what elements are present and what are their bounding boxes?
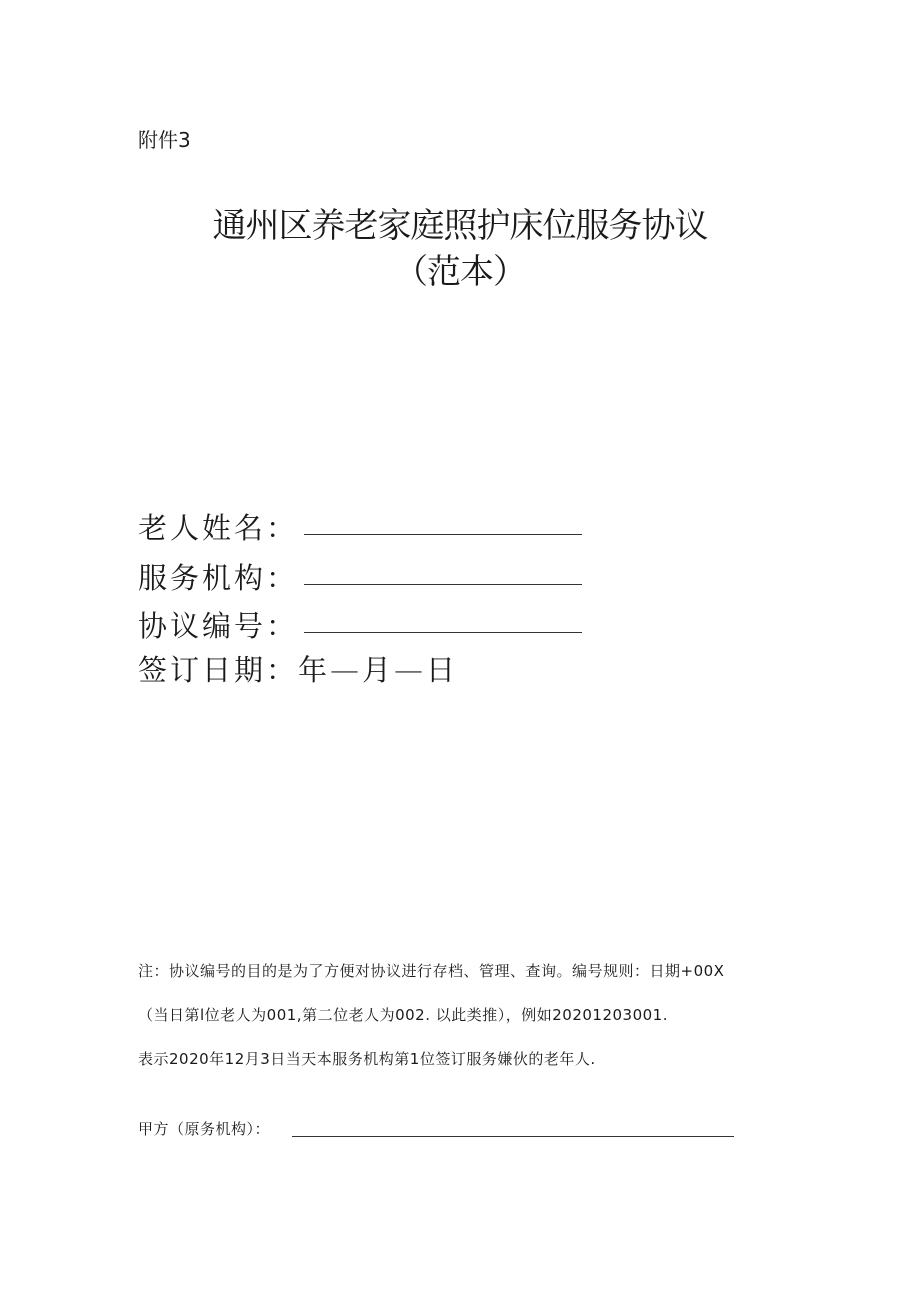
service-org-blank — [304, 584, 582, 585]
agreement-no-blank — [304, 632, 582, 633]
attachment-label: 附件3 — [138, 128, 191, 152]
elder-name-row — [138, 506, 298, 550]
agreement-no-label: 协议编号： — [138, 609, 299, 643]
party-a-blank — [292, 1136, 734, 1137]
document-subtitle: （范本） — [394, 252, 526, 292]
sign-date-row — [138, 648, 458, 692]
note-line-3: 表示2020年12月3日当天本服务机构第1位签订服务嫌伙的老年人. — [138, 1050, 596, 1068]
agreement-no-row — [138, 604, 298, 648]
party-a-label: 甲方（原务机构）： — [138, 1120, 271, 1138]
service-org-row — [138, 556, 298, 600]
note-line-1: 注：协议编号的目的是为了方便对协议进行存档、管理、查询。编号规则：日期+00X — [138, 962, 725, 980]
elder-name-label: 老人姓名： — [138, 511, 299, 545]
elder-name-blank — [304, 534, 582, 535]
sign-date-label: 签订日期：年—月—日 — [138, 653, 459, 687]
note-line-2: （当日第l位老人为001,第二位老人为002. 以此类推），例如20201203001. — [138, 1006, 668, 1024]
service-org-label: 服务机构： — [138, 561, 299, 595]
document-title: 通州区养老家庭照护床位服务协议 — [212, 206, 708, 246]
